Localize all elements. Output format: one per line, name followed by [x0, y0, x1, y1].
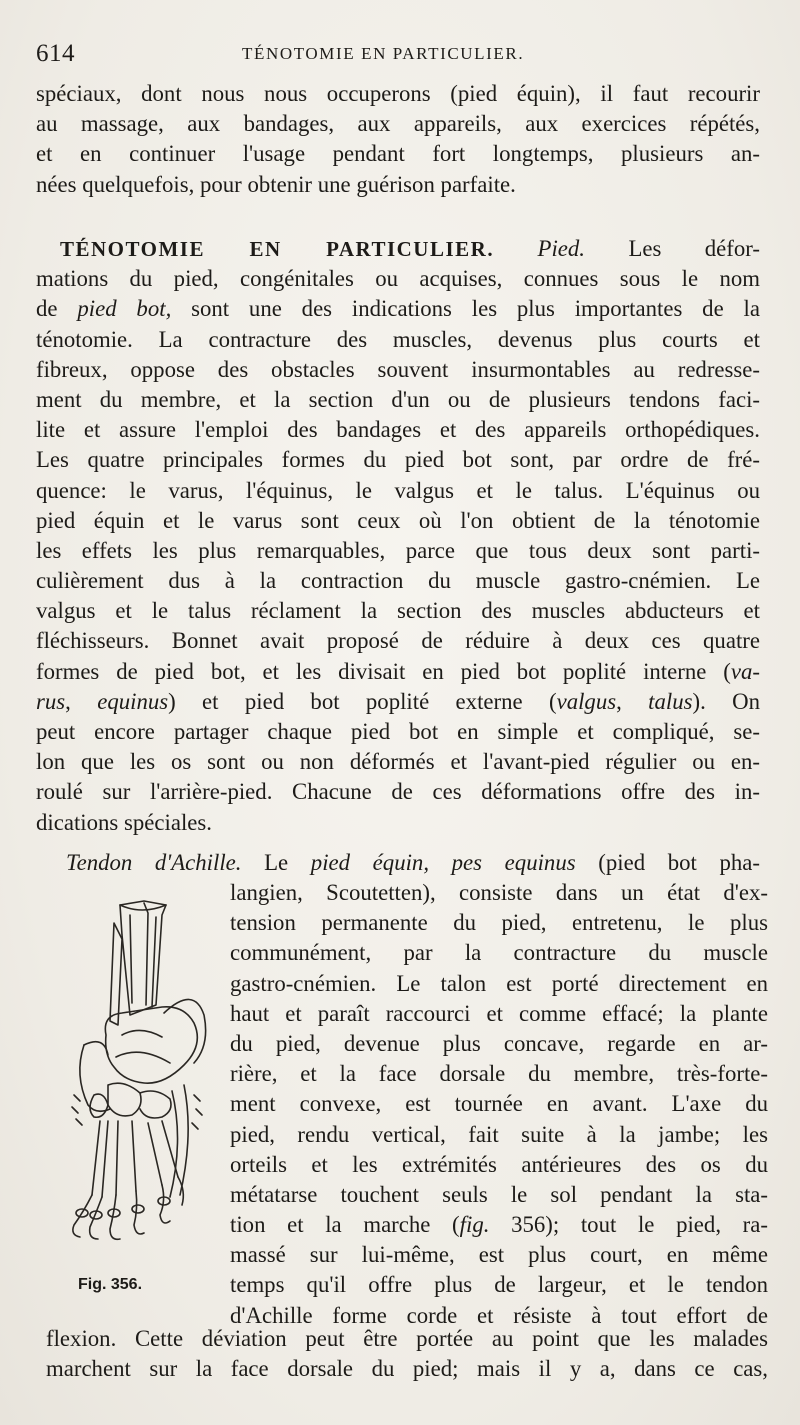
foot-skeleton-icon [44, 895, 219, 1275]
text-line [36, 687, 760, 717]
text-line [36, 234, 760, 264]
text-fragment: talus [648, 688, 693, 714]
text-line: peut encore partager chaque pied bot en simple et compliqué, se- [36, 719, 760, 744]
paragraph-achille-tail [46, 1324, 768, 1384]
text-line [36, 294, 760, 324]
text-line: quence: le varus, l'équinus, le valgus et le talus. L'équinus ou [36, 477, 760, 503]
text-line: marchent sur la face dorsale du pied; mais il y a, dans ce cas, [46, 1356, 768, 1382]
text-line: Les quatre principales formes du pied bot sont, par ordre de fré- [36, 447, 760, 473]
text-line: fléchisseurs. Bonnet avait proposé de réduire à deux ces quatre [36, 628, 760, 654]
section-heading: TÉNOTOMIE EN PARTICULIER. [60, 237, 495, 261]
text-line: langien, Scoutetten), consiste dans un état d'ex- [230, 880, 768, 905]
text-fragment: ). On [692, 688, 760, 714]
text-line: ment convexe, est tournée en avant. L'axe du [230, 1091, 768, 1117]
text-line: temps qu'il offre plus de largeur, et le tendon [230, 1272, 768, 1298]
text-line: ténotomie. La contracture des muscles, devenus plus courts et [36, 326, 760, 352]
term-pied-equin: pied équin, pes equinus [310, 850, 576, 875]
text-line [36, 657, 760, 687]
text-line: mations du pied, congénitales ou acquises, connues sous le nom [36, 266, 760, 292]
text-fragment: ) et pied bot poplité externe ( [168, 688, 557, 714]
text-line [230, 1210, 768, 1240]
text-line: du pied, devenue plus concave, regarde en ar- [230, 1030, 768, 1056]
text-fragment: , [65, 688, 98, 714]
text-line: pied équin et le varus sont ceux où l'on obtient de la ténotomie [36, 507, 760, 533]
text-fragment: formes de pied bot, et les divisait en pied bot poplité interne ( [36, 658, 731, 684]
paragraph-achille-first [36, 848, 760, 878]
text-line: et en continuer l'usage pendant fort longtemps, plusieurs an- [36, 141, 760, 167]
text-line: massé sur lui-même, est plus court, en même [230, 1242, 768, 1268]
text-line: les effets les plus remarquables, parce que tous deux sont parti- [36, 537, 760, 563]
text-line: métatarse touchent seuls le sol pendant la sta- [230, 1181, 768, 1207]
text-line: spéciaux, dont nous nous occuperons (pied équin), il faut recourir [36, 81, 760, 106]
text-line: orteils et les extrémités antérieures des os du [230, 1151, 768, 1177]
page-header [36, 36, 766, 76]
text-line: roulé sur l'arrière-pied. Chacune de ces déformations offre des in- [36, 779, 760, 805]
page-number: 614 [36, 40, 75, 67]
text-fragment: fig. [459, 1212, 490, 1238]
text-fragment: equinus [97, 688, 169, 714]
text-fragment: (pied bot pha- [598, 850, 760, 875]
subheading-pied: Pied. [537, 236, 585, 261]
text-line: lite et assure l'emploi des bandages et des appareils orthopédiques. [36, 417, 760, 443]
text-line: gastro-cnémien. Le talon est porté directement en [230, 970, 768, 996]
text-fragment: sont une des indications les plus importantes de la [191, 296, 760, 322]
subheading-tendon: Tendon d'Achille. [66, 850, 242, 875]
text-fragment: Le [264, 850, 289, 875]
text-line: rière, et la face dorsale du membre, très-forte- [230, 1061, 768, 1087]
text-fragment: rus [36, 688, 66, 714]
text-line: haut et paraît raccourci et comme effacé; la plante [230, 1000, 768, 1026]
figure-foot-skeleton [44, 895, 219, 1315]
text-line: tension permanente du pied, entretenu, le plus [230, 910, 768, 936]
text-fragment: tion et la marche ( [230, 1212, 460, 1238]
text-line [36, 848, 760, 878]
text-fragment: valgus [556, 688, 617, 714]
text-line: nées quelquefois, pour obtenir une guérison parfaite. [36, 171, 516, 197]
text-fragment: Les défor- [628, 236, 760, 261]
figure-caption: Fig. 356. [78, 1276, 143, 1293]
text-line: lon que les os sont ou non déformés et l'avant-pied régulier ou en- [36, 749, 760, 775]
text-line: ment du membre, et la section d'un ou de plusieurs tendons faci- [36, 386, 760, 412]
paragraph-tenotomie [36, 234, 760, 838]
text-line: culièrement dus à la contraction du muscle gastro-cnémien. Le [36, 568, 760, 594]
text-line: valgus et le talus réclament la section des muscles abducteurs et [36, 598, 760, 624]
text-line: fibreux, oppose des obstacles souvent insurmontables au redresse- [36, 356, 760, 382]
paragraph-intro [36, 79, 760, 200]
text-line: dications spéciales. [36, 809, 212, 835]
text-line: d'Achille forme corde et résiste à tout effort de [230, 1302, 768, 1328]
text-line: pied, rendu vertical, fait suite à la jambe; les [230, 1121, 768, 1147]
text-line: flexion. Cette déviation peut être portée au point que les malades [46, 1326, 768, 1351]
text-fragment: de [36, 296, 58, 322]
text-line: au massage, aux bandages, aux appareils, aux exercices répétés, [36, 111, 760, 137]
text-fragment: , [616, 688, 649, 714]
text-line: communément, par la contracture du muscle [230, 940, 768, 966]
text-fragment: 356); tout le pied, ra- [511, 1212, 768, 1238]
text-fragment: va- [730, 658, 760, 684]
term-pied-bot: pied bot, [77, 296, 172, 322]
paragraph-achille-wrap [230, 878, 768, 1331]
running-head: TÉNOTOMIE EN PARTICULIER. [242, 44, 525, 63]
